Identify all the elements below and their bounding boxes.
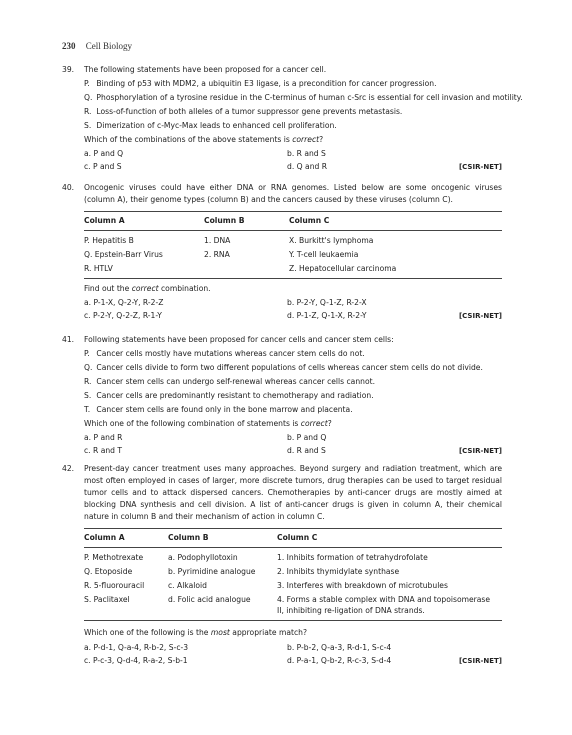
question-prompt: Which one of the following combination of statements is correct? [84,419,332,428]
match-table [84,211,502,279]
options-row [84,297,502,310]
option-a: a. P and Q [84,149,124,158]
table-row: P. Methotrexate a. Podophyllotoxin 1. Inhibits formation of tetrahydrofolate [84,553,428,562]
option-b: b. P-2-Y, Q-1-Z, R-2-X [287,298,367,307]
source-tag: [CSIR-NET] [458,447,502,455]
question-42 [62,463,502,668]
option-a: a. P-1-X, Q-2-Y, R-2-Z [84,298,164,307]
statement: R. Loss-of-function of both alleles of a tumor suppressor gene prevents metastasis. [84,107,403,116]
question-prompt: Which of the combinations of the above statements is correct? [84,135,324,144]
question-prompt: Which one of the following is the most appropriate match? [84,628,308,637]
question-41 [62,334,502,458]
source-tag: [CSIR-NET] [458,163,502,171]
table-header: Column A Column B Column C [84,212,502,231]
table-row: Q. Etoposide b. Pyrimidine analogue 2. Inhibits thymidylate synthase [84,567,400,576]
table-row: R. HTLV Z. Hepatocellular carcinoma [84,264,397,273]
page-number: 230 [62,41,76,51]
question-number: 41. [62,335,75,344]
statement: P. Cancer cells mostly have mutations whereas cancer stem cells do not. [84,349,365,358]
statement: P. Binding of p53 with MDM2, a ubiquitin E3 ligase, is a precondition for cancer progression. [84,79,437,88]
options-row [84,161,502,174]
question-number: 39. [62,65,75,74]
table-row: P. Hepatitis B 1. DNA X. Burkitt's lymphoma [84,236,374,245]
question-39 [62,64,523,174]
options-row [84,655,502,668]
option-c: c. P-2-Y, Q-2-Z, R-1-Y [84,311,162,320]
option-d: d. P-a-1, Q-b-2, R-c-3, S-d-4 [287,656,392,665]
table-row: S. Paclitaxel d. Folic acid analogue 4. Forms a stable complex with DNA and topoisomerase II, inhibiting re-ligation of DNA strands. [84,595,491,615]
statement: Q. Cancer cells divide to form two different populations of cells whereas cancer stem cells do not divide. [84,363,483,372]
option-c: c. P-c-3, Q-d-4, R-a-2, S-b-1 [84,656,188,665]
option-a: a. P-d-1, Q-a-4, R-b-2, S-c-3 [84,643,189,652]
option-c: c. P and S [84,162,122,171]
statement: S. Cancer cells are predominantly resistant to chemotherapy and radiation. [84,391,374,400]
option-a: a. P and R [84,433,123,442]
options-row [84,310,502,323]
running-header [62,41,132,51]
question-number: 40. [62,183,75,192]
option-b: b. P and Q [287,433,327,442]
question-stem: Following statements have been proposed for cancer cells and cancer stem cells: [84,335,394,344]
option-b: b. R and S [287,149,326,158]
question-prompt: Find out the correct combination. [84,284,211,293]
statement: Q. Phosphorylation of a tyrosine residue in the C-terminus of human c-Src is essential for cell invasion and motility. [84,93,523,102]
source-tag: [CSIR-NET] [458,657,502,665]
option-d: d. Q and R [287,162,328,171]
question-stem: The following statements have been proposed for a cancer cell. [84,65,327,74]
option-b: b. P-b-2, Q-a-3, R-d-1, S-c-4 [287,643,392,652]
options-row [84,148,502,161]
question-stem: Oncogenic viruses could have either DNA or RNA genomes. Listed below are some oncogenic viruses (column A), their genome types (column B) and the cancers caused by these viruses (column C). [84,183,502,204]
table-row: Q. Epstein-Barr Virus 2. RNA Y. T-cell leukaemia [84,250,359,259]
options-row [84,432,502,445]
question-40 [62,182,502,323]
option-d: d. R and S [287,446,326,455]
question-number: 42. [62,464,75,473]
options-row [84,642,502,655]
table-header: Column A Column B Column C [84,529,502,548]
question-stem: Present-day cancer treatment uses many approaches. Beyond surgery and radiation treatment, which are most often employed in cases of larger, more discrete tumors, drug therapies can be used to target residual tumor cells and to attack dispersed cancers. Chemotherapies by anti-cancer drugs are mostly aimed at blocking DNA synthesis and cell division. A list of anti-cancer drugs is given in column A, their chemical nature in column B and their mechanism of action in column C. [84,464,502,521]
option-c: c. R and T [84,446,123,455]
match-table [84,528,502,621]
book-title: Cell Biology [85,41,133,51]
option-d: d. P-1-Z, Q-1-X, R-2-Y [287,311,367,320]
statement: T. Cancer stem cells are found only in the bone marrow and placenta. [84,405,353,414]
source-tag: [CSIR-NET] [458,312,502,320]
statement: R. Cancer stem cells can undergo self-renewal whereas cancer cells cannot. [84,377,376,386]
options-row [84,445,502,458]
table-row: R. 5-fluorouracil c. Alkaloid 3. Interferes with breakdown of microtubules [84,581,448,590]
statement: S. Dimerization of c-Myc-Max leads to enhanced cell proliferation. [84,121,337,130]
